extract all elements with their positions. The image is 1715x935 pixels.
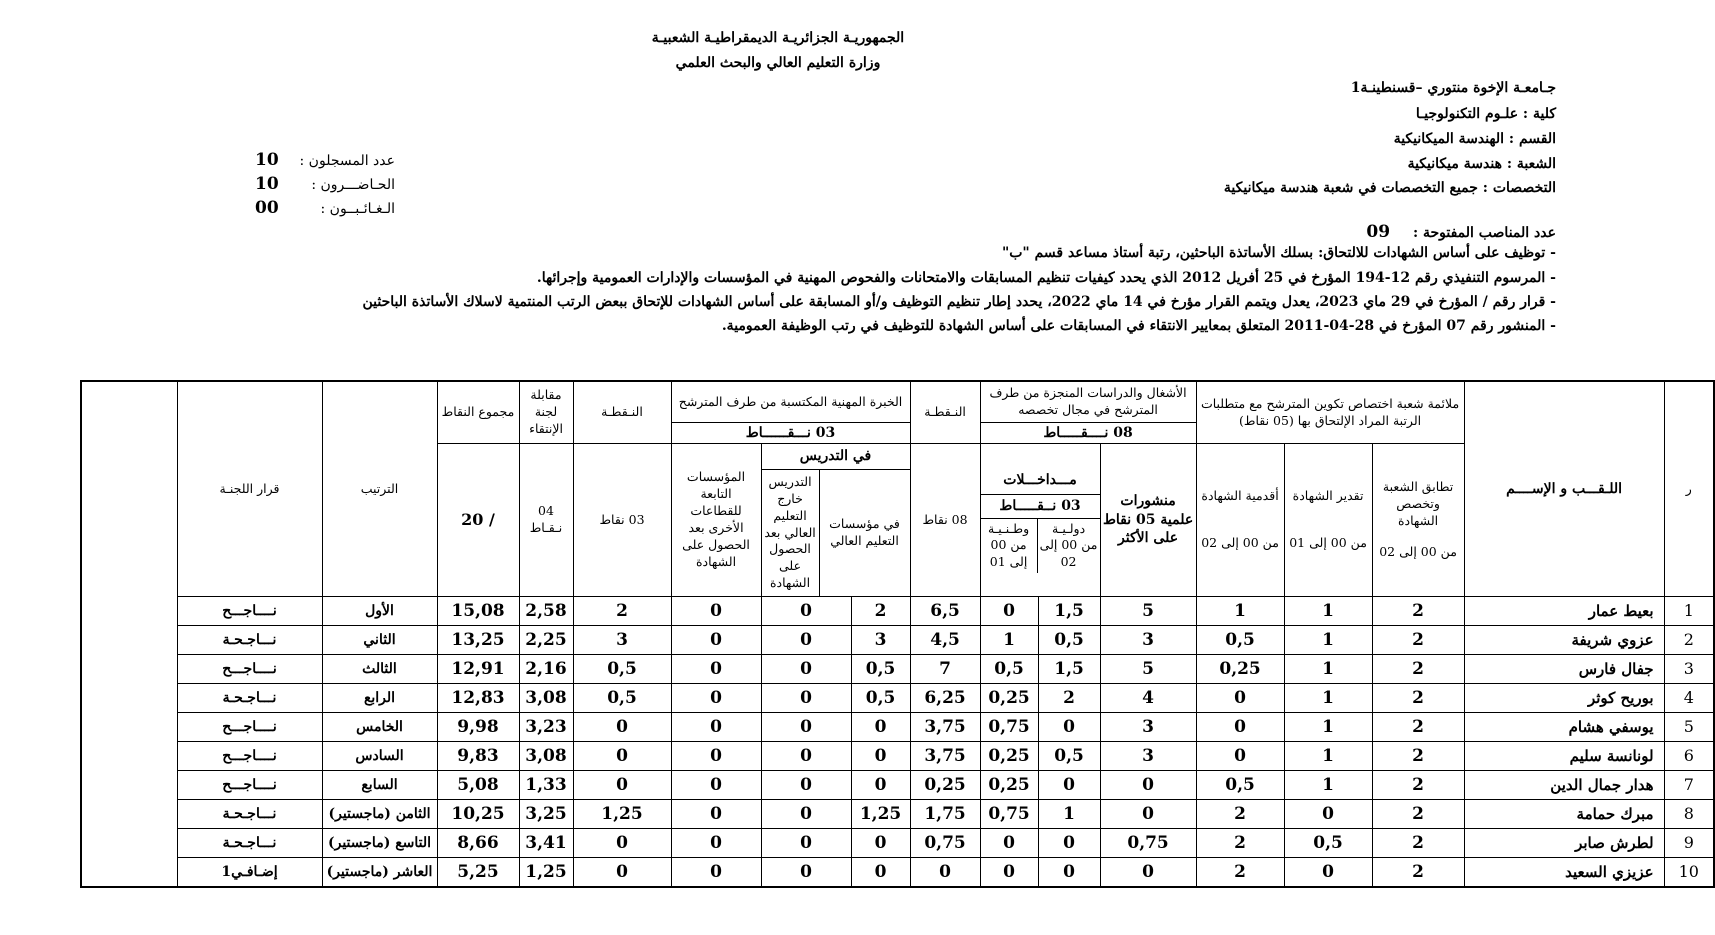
- row-number: 9: [1664, 829, 1714, 858]
- institutions-score: 0: [671, 655, 761, 684]
- header-row-1: [81, 381, 1714, 423]
- match-score: 2: [1372, 655, 1464, 684]
- seniority-score: 2: [1196, 800, 1284, 829]
- decision-cell: نــــاجـــح: [177, 742, 322, 771]
- positions-label: عدد المناصب المفتوحة :: [1412, 225, 1556, 241]
- publications-score: 3: [1100, 626, 1196, 655]
- total-score: 9,98: [437, 713, 519, 742]
- grade-score: 0: [1284, 800, 1372, 829]
- total-score: 5,25: [437, 858, 519, 888]
- candidate-name: عزيزي السعيد: [1464, 858, 1664, 888]
- attendance-stats: [255, 150, 395, 222]
- teach-higher-score: 0: [851, 771, 910, 800]
- total-score: 5,08: [437, 771, 519, 800]
- decision-cell: نــــاجـــح: [177, 713, 322, 742]
- teach-higher-col: [819, 470, 910, 596]
- institutions-score: 0: [671, 858, 761, 888]
- experience-header: الخبرة المهنية المكتسبة من طرف المترشح: [671, 381, 910, 423]
- decision-cell: نــــاجـــح: [177, 597, 322, 626]
- republic-title: الجمهوريـة الجزائريـة الديمقراطيـة الشعبيـة: [651, 30, 905, 46]
- interview-score: 1,25: [519, 858, 573, 888]
- seniority-score: 0,25: [1196, 655, 1284, 684]
- seniority-score: 0,5: [1196, 626, 1284, 655]
- points1-header: النـقطـة: [910, 381, 980, 444]
- grade-score: 1: [1284, 771, 1372, 800]
- decree-4: - المنشور رقم 07 المؤرخ في 28-04-2011 المتعلق بمعايير الانتقاء في المسابقات على أساس الشهادة للتوظيف في رتب الوظيفة العمومية.: [721, 318, 1556, 334]
- works-header: الأشغال والدراسات المنجزة من طرف المترشح في مجال تخصصه: [980, 381, 1196, 423]
- row-number: 2: [1664, 626, 1714, 655]
- grade-label: تقدير الشهادة: [1292, 488, 1364, 504]
- interventions-sub: [981, 519, 1100, 574]
- row-number: 3: [1664, 655, 1714, 684]
- table-row: [81, 655, 1714, 684]
- teach-outside-score: 0: [761, 742, 851, 771]
- rank-cell: الثاني: [322, 626, 437, 655]
- interview-score: 1,33: [519, 771, 573, 800]
- intl-col: [1037, 519, 1100, 574]
- candidate-name: جفال فارس: [1464, 655, 1664, 684]
- positions-value: 09: [1366, 222, 1391, 242]
- interview-score: 3,41: [519, 829, 573, 858]
- row-number: 6: [1664, 742, 1714, 771]
- seniority-score: 0: [1196, 742, 1284, 771]
- decision-cell: نــــاجـــح: [177, 771, 322, 800]
- specialties-line: التخصصات : جميع التخصصات في شعبة هندسة ميكانيكية: [1223, 180, 1556, 196]
- points1-score: 4,5: [910, 626, 980, 655]
- points2-score: 0: [573, 771, 671, 800]
- decision-cell: نـــاجـحـة: [177, 800, 322, 829]
- points1-score: 7: [910, 655, 980, 684]
- teach-outside-score: 0: [761, 713, 851, 742]
- absent-row: [255, 198, 395, 222]
- teach-outside-score: 0: [761, 597, 851, 626]
- interview-sub-header: 04 نـقـاط: [519, 444, 573, 597]
- points2-score: 0: [573, 742, 671, 771]
- points2-score: 2: [573, 597, 671, 626]
- publications-score: 5: [1100, 597, 1196, 626]
- natl-score: 0,25: [980, 771, 1038, 800]
- interview-score: 2,25: [519, 626, 573, 655]
- publications-score: 5: [1100, 655, 1196, 684]
- seniority-score: 0,5: [1196, 771, 1284, 800]
- teach-higher-score: 0,5: [851, 684, 910, 713]
- interview-score: 3,08: [519, 742, 573, 771]
- rank-cell: السادس: [322, 742, 437, 771]
- col-name-header: اللـقـــب و الإســــم: [1464, 381, 1664, 597]
- natl-score: 0,75: [980, 713, 1038, 742]
- candidate-name: لونانسة سليم: [1464, 742, 1664, 771]
- teach-higher-score: 0: [851, 829, 910, 858]
- intl-score: 0: [1038, 829, 1100, 858]
- teach-higher-score: 1,25: [851, 800, 910, 829]
- intl-score: 0: [1038, 713, 1100, 742]
- teach-outside-score: 0: [761, 829, 851, 858]
- interview-score: 2,58: [519, 597, 573, 626]
- absent-value: 00: [255, 198, 279, 218]
- teaching-header: [761, 444, 910, 597]
- teach-outside-score: 0: [761, 771, 851, 800]
- grade-score: 1: [1284, 742, 1372, 771]
- seniority-score: 1: [1196, 597, 1284, 626]
- points2-score: 0: [573, 858, 671, 888]
- table-row: [81, 684, 1714, 713]
- intl-score: 1,5: [1038, 597, 1100, 626]
- institutions-header: المؤسسات التابعة للقطاعات الأخرى بعد الحصول على الشهادة: [671, 444, 761, 597]
- natl-score: 1: [980, 626, 1038, 655]
- department-line: القسم : الهندسة الميكانيكية: [1393, 131, 1556, 147]
- decision-cell: نـــاجـحـة: [177, 626, 322, 655]
- match-score: 2: [1372, 742, 1464, 771]
- teach-higher-label: في مؤسسات التعليم العالي: [829, 516, 900, 548]
- decision-header: قرار اللجنـة: [177, 381, 322, 597]
- seniority-label: أقدمية الشهادة: [1201, 488, 1279, 504]
- table-row: [81, 829, 1714, 858]
- candidate-name: هدار جمال الدين: [1464, 771, 1664, 800]
- rank-cell: التاسع (ماجستير): [322, 829, 437, 858]
- rank-cell: الأول: [322, 597, 437, 626]
- teach-outside-label: التدريس خارج التعليم العالي بعد الحصول على الشهادة: [764, 473, 816, 591]
- publications-score: 0: [1100, 858, 1196, 888]
- table-row: [81, 771, 1714, 800]
- points1-score: 0: [910, 858, 980, 888]
- candidate-name: عزوي شريفة: [1464, 626, 1664, 655]
- grade-score: 1: [1284, 713, 1372, 742]
- natl-score: 0: [980, 858, 1038, 888]
- teach-higher-score: 0,5: [851, 655, 910, 684]
- interventions-points: 03 نــقـــــاط: [981, 495, 1100, 519]
- natl-col: [981, 519, 1037, 574]
- points1-score: 3,75: [910, 713, 980, 742]
- intl-label: دولـيـة: [1051, 520, 1086, 536]
- intl-score: 0,5: [1038, 626, 1100, 655]
- teach-higher-score: 0: [851, 713, 910, 742]
- institutions-score: 0: [671, 800, 761, 829]
- points1-score: 3,75: [910, 742, 980, 771]
- row-number: 7: [1664, 771, 1714, 800]
- match-score: 2: [1372, 597, 1464, 626]
- publications-score: 0,75: [1100, 829, 1196, 858]
- seniority-score: 2: [1196, 858, 1284, 888]
- institutions-score: 0: [671, 713, 761, 742]
- present-label: الحـاضـــرون :: [311, 177, 395, 193]
- natl-score: 0,75: [980, 800, 1038, 829]
- row-number: 1: [1664, 597, 1714, 626]
- adequacy-header: ملائمة شعبة اختصاص تكوين المترشح مع متطلبات الرتبة المراد الإلتحاق بها (05 نقاط): [1196, 381, 1464, 444]
- row-number: 4: [1664, 684, 1714, 713]
- intl-score: 0,5: [1038, 742, 1100, 771]
- grade-range: من 00 إلى 01: [1289, 535, 1367, 550]
- points2-score: 0,5: [573, 684, 671, 713]
- decree-3: - قرار رقم / المؤرخ في 29 ماي 2023، يعدل ويتمم القرار مؤرخ في 14 ماي 2022، يحدد إطار تنظيم التوظيف و/أو المسابقة على أساس الشهادات للإتحاق ببعض الرتب المنتمية لاسلاك الأساتذة الباحثين: [362, 294, 1556, 310]
- intl-score: 1: [1038, 800, 1100, 829]
- table-row: [81, 713, 1714, 742]
- candidate-name: يوسفي هشام: [1464, 713, 1664, 742]
- institutions-score: 0: [671, 771, 761, 800]
- rank-cell: الثامن (ماجستير): [322, 800, 437, 829]
- teach-higher-score: 0: [851, 858, 910, 888]
- ministry-title: وزارة التعليم العالي والبحث العلمي: [675, 55, 881, 71]
- points2-sub-header: 03 نقاط: [573, 444, 671, 597]
- col-num-header: ر: [1664, 381, 1714, 597]
- total-score: 12,83: [437, 684, 519, 713]
- university-name: جـامعـة الإخوة منتوري –قسنطينـة1: [1350, 80, 1556, 96]
- rank-header: الترتيب: [322, 381, 437, 597]
- candidate-name: مبرك حمامة: [1464, 800, 1664, 829]
- points2-header: النـقطـة: [573, 381, 671, 444]
- match-score: 2: [1372, 800, 1464, 829]
- total-score: 9,83: [437, 742, 519, 771]
- institutions-score: 0: [671, 597, 761, 626]
- total-score: 12,91: [437, 655, 519, 684]
- teach-outside-score: 0: [761, 684, 851, 713]
- publications-score: 3: [1100, 713, 1196, 742]
- institutions-score: 0: [671, 742, 761, 771]
- match-score: 2: [1372, 684, 1464, 713]
- grade-header: [1284, 444, 1372, 597]
- natl-score: 0,25: [980, 684, 1038, 713]
- registered-value: 10: [255, 150, 279, 170]
- present-value: 10: [255, 174, 279, 194]
- intl-range: من 00 إلى 02: [1039, 537, 1098, 570]
- candidate-name: لطرش صابر: [1464, 829, 1664, 858]
- natl-score: 0,25: [980, 742, 1038, 771]
- teaching-label: في التدريس: [762, 444, 910, 470]
- natl-score: 0: [980, 597, 1038, 626]
- decision-cell: نـــاجـحـة: [177, 684, 322, 713]
- match-label: تطابق الشعبة وتخصص الشهادة: [1382, 479, 1454, 528]
- absent-label: الـغـائـبــون :: [320, 201, 395, 217]
- registered-label: عدد المسجلون :: [299, 153, 395, 169]
- teaching-sub: [762, 470, 910, 596]
- match-score: 2: [1372, 771, 1464, 800]
- teach-outside-col: [762, 470, 819, 596]
- teach-higher-score: 0: [851, 742, 910, 771]
- decree-1: - توظيف على أساس الشهادات للالتحاق: بسلك الأساتذة الباحثين، رتبة أستاذ مساعد قسم "ب": [1001, 245, 1556, 261]
- points2-score: 0: [573, 713, 671, 742]
- match-header: [1372, 444, 1464, 597]
- teach-outside-score: 0: [761, 626, 851, 655]
- points2-score: 1,25: [573, 800, 671, 829]
- interventions-label: مـــداخـــلات: [981, 467, 1100, 495]
- natl-score: 0: [980, 829, 1038, 858]
- grade-score: 1: [1284, 655, 1372, 684]
- interview-header: مقابلة لجنة الإنتقاء: [519, 381, 573, 444]
- row-number: 5: [1664, 713, 1714, 742]
- grade-score: 0,5: [1284, 829, 1372, 858]
- grade-score: 1: [1284, 626, 1372, 655]
- teach-outside-score: 0: [761, 655, 851, 684]
- match-score: 2: [1372, 858, 1464, 888]
- total-score: 8,66: [437, 829, 519, 858]
- points1-score: 0,25: [910, 771, 980, 800]
- present-row: [255, 174, 395, 198]
- rank-cell: الثالث: [322, 655, 437, 684]
- seniority-score: 0: [1196, 684, 1284, 713]
- table-row: [81, 597, 1714, 626]
- match-range: من 00 إلى 02: [1379, 543, 1457, 559]
- publications-score: 3: [1100, 742, 1196, 771]
- grade-score: 1: [1284, 597, 1372, 626]
- total-score: 10,25: [437, 800, 519, 829]
- institutions-score: 0: [671, 829, 761, 858]
- decree-2: - المرسوم التنفيذي رقم 12-194 المؤرخ في 25 أفريل 2012 الذي يحدد كيفيات تنظيم المسابقات والامتحانات والفحوص المهنية في المؤسسات والإدارات العمومية وإجرائها.: [536, 270, 1556, 286]
- seniority-header: [1196, 444, 1284, 597]
- match-score: 2: [1372, 626, 1464, 655]
- positions-line: [1366, 222, 1556, 242]
- match-score: 2: [1372, 713, 1464, 742]
- publications-score: 4: [1100, 684, 1196, 713]
- institutions-score: 0: [671, 626, 761, 655]
- points1-score: 6,5: [910, 597, 980, 626]
- total-score: 13,25: [437, 626, 519, 655]
- intl-score: 1,5: [1038, 655, 1100, 684]
- natl-range: من 00 إلى 01: [989, 537, 1028, 570]
- intl-score: 0: [1038, 771, 1100, 800]
- seniority-score: 0: [1196, 713, 1284, 742]
- natl-score: 0,5: [980, 655, 1038, 684]
- results-body: [81, 597, 1714, 888]
- total-score: 15,08: [437, 597, 519, 626]
- table-row: [81, 858, 1714, 888]
- candidate-name: بعيط عمار: [1464, 597, 1664, 626]
- teach-higher-score: 3: [851, 626, 910, 655]
- seniority-range: من 00 إلى 02: [1201, 535, 1279, 550]
- decision-cell: نـــاجـحـة: [177, 829, 322, 858]
- teach-higher-score: 2: [851, 597, 910, 626]
- total-header: مجموع النقاط: [437, 381, 519, 444]
- results-table: [80, 380, 1715, 888]
- table-row: [81, 800, 1714, 829]
- works-points-header: 08 نــــقـــــاط: [980, 423, 1196, 444]
- intl-score: 2: [1038, 684, 1100, 713]
- points1-score: 1,75: [910, 800, 980, 829]
- points1-score: 6,25: [910, 684, 980, 713]
- publications-score: 0: [1100, 800, 1196, 829]
- publications-header: منشورات علمية 05 نقاط على الأكثر: [1100, 444, 1196, 597]
- rank-cell: الخامس: [322, 713, 437, 742]
- interventions-header: [980, 444, 1100, 597]
- interview-score: 3,25: [519, 800, 573, 829]
- seniority-score: 2: [1196, 829, 1284, 858]
- rank-cell: العاشر (ماجستير): [322, 858, 437, 888]
- natl-label: وطـنـيـة: [987, 520, 1030, 536]
- decision-cell: نــــاجـــح: [177, 655, 322, 684]
- candidate-name: بوريح كوثر: [1464, 684, 1664, 713]
- interview-score: 2,16: [519, 655, 573, 684]
- table-row: [81, 626, 1714, 655]
- grade-score: 0: [1284, 858, 1372, 888]
- intl-score: 0: [1038, 858, 1100, 888]
- experience-points-header: 03 نـــقــــــاط: [671, 423, 910, 444]
- row-number: 8: [1664, 800, 1714, 829]
- faculty-line: كلية : علـوم التكنولوجيـا: [1415, 106, 1556, 122]
- interview-score: 3,08: [519, 684, 573, 713]
- table-row: [81, 742, 1714, 771]
- points2-score: 3: [573, 626, 671, 655]
- publications-score: 0: [1100, 771, 1196, 800]
- teach-outside-score: 0: [761, 858, 851, 888]
- grade-score: 1: [1284, 684, 1372, 713]
- match-score: 2: [1372, 829, 1464, 858]
- branch-line: الشعبة : هندسة ميكانيكية: [1407, 156, 1556, 172]
- points2-score: 0: [573, 829, 671, 858]
- rank-cell: السابع: [322, 771, 437, 800]
- row-number: 10: [1664, 858, 1714, 888]
- teach-outside-score: 0: [761, 800, 851, 829]
- points2-score: 0,5: [573, 655, 671, 684]
- points1-score: 0,75: [910, 829, 980, 858]
- registered-row: [255, 150, 395, 174]
- interview-score: 3,23: [519, 713, 573, 742]
- points1-sub-header: 08 نقاط: [910, 444, 980, 597]
- total-sub-header: / 20: [437, 444, 519, 597]
- decision-cell: إضـافـي1: [177, 858, 322, 888]
- institutions-score: 0: [671, 684, 761, 713]
- rank-cell: الرابع: [322, 684, 437, 713]
